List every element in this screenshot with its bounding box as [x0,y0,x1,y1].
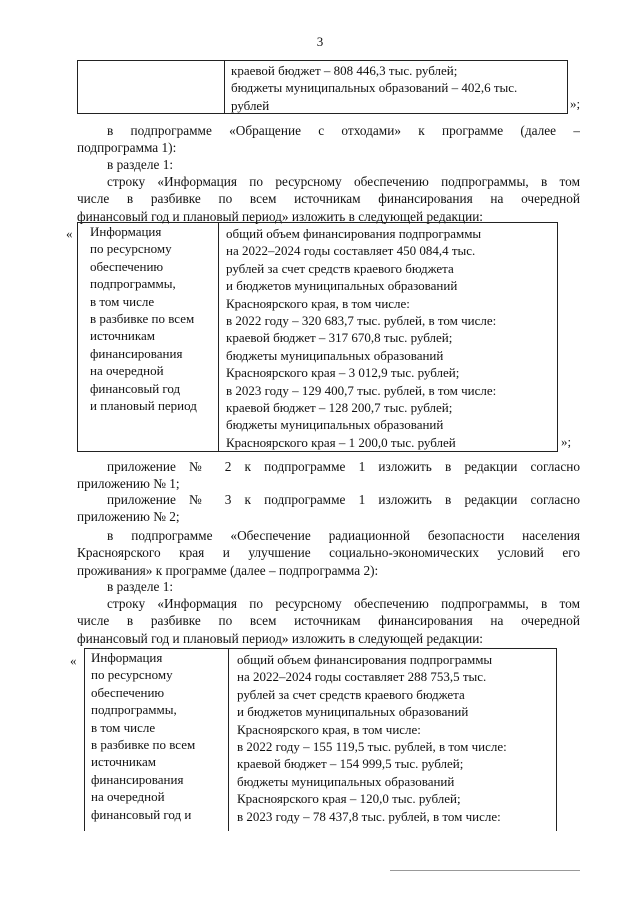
table-line: в том числе [90,293,155,309]
page-number: 3 [316,34,324,49]
table-line: на 2022–2024 годы составляет 450 084,4 тыс. [226,243,476,259]
table-line: подпрограммы, [90,276,176,292]
top-table [77,60,568,114]
table-line: Красноярского края – 120,0 тыс. рублей; [237,791,461,807]
table-line: бюджеты муниципальных образований – 402,6 тыс. [231,80,518,96]
text-line: финансовый год и плановый период» изложить в следующей редакции: [77,630,484,646]
table-line: краевой бюджет – 128 200,7 тыс. рублей; [226,400,453,416]
top-table-right-cell [231,62,517,114]
text-line: подпрограмма 1): [77,140,177,156]
text-line: приложение № 3 к подпрограмме 1 изложить в редакции согласно [107,492,580,507]
table1-left-cell [78,223,219,451]
table-line: источникам [91,754,156,770]
table-line: на очередной [91,789,165,805]
closing-quote: »; [570,96,581,111]
text-line: в подпрограмме «Обеспечение радиационной безопасности населения [107,528,580,543]
table-line: и бюджетов муниципальных образований [226,278,458,294]
table-line: рублей за счет средств краевого бюджета [226,260,454,276]
paragraph-appendix-3 [77,491,580,526]
table2-right-cell [237,651,507,825]
opening-quote: « [66,226,73,241]
table-line: по ресурсному [91,667,173,683]
table-line: по ресурсному [90,241,172,257]
table-line: подпрограммы, [91,702,177,718]
table-line: рублей [231,97,270,113]
table-line: Красноярского края – 1 200,0 тыс. рублей [226,434,456,450]
text-line: приложение № 2 к подпрограмме 1 изложить в редакции согласно [107,459,580,474]
table-line: бюджеты муниципальных образований [237,773,455,789]
table-line: бюджеты муниципальных образований [226,417,444,433]
table-line: Красноярского края, в том числе: [226,295,410,311]
text-line: строку «Информация по ресурсному обеспечению подпрограммы, в том [107,596,580,611]
paragraph-subprogram-2 [77,527,580,579]
paragraph-section-1 [77,156,580,173]
paragraph-row-info-2 [77,595,580,647]
text-line: проживания» к программе (далее – подпрограмма 2): [77,562,379,578]
footer-divider [390,870,580,871]
table-line: в 2023 году – 129 400,7 тыс. рублей, в том числе: [226,382,497,398]
table-line: краевой бюджет – 808 446,3 тыс. рублей; [231,63,458,78]
text-line: в разделе 1: [107,157,174,172]
table-line: общий объем финансирования подпрограммы [237,652,493,667]
table-line: в разбивке по всем [91,737,196,753]
resource-table-1 [77,222,558,452]
table-line: в 2023 году – 78 437,8 тыс. рублей, в том числе: [237,808,501,824]
text-line: финансовый год и плановый период» изложить в следующей редакции: [77,208,484,224]
top-table-left-cell [78,61,225,113]
table-line: обеспечению [90,258,164,274]
table-line: Красноярского края – 3 012,9 тыс. рублей; [226,365,460,381]
text-line: числе в разбивке по всем источникам финансирования на очередной [77,191,580,207]
table-line: источникам [90,328,155,344]
table-line: обеспечению [91,684,165,700]
table-line: краевой бюджет – 154 999,5 тыс. рублей; [237,756,464,772]
table-line: Информация [91,650,163,665]
paragraph-appendix-2 [77,458,580,493]
text-line: числе в разбивке по всем источникам финансирования на очередной [77,613,580,629]
text-line: в разделе 1: [107,579,174,594]
paragraph-row-info-1 [77,173,580,225]
table-line: и бюджетов муниципальных образований [237,704,469,720]
table-line: рублей за счет средств краевого бюджета [237,686,465,702]
text-line: приложению № 2; [77,509,180,525]
table-line: в разбивке по всем [90,311,195,327]
table-line: финансирования [91,771,184,787]
table-line: на очередной [90,363,164,379]
closing-quote: »; [561,434,572,449]
resource-table-2 [84,648,557,831]
table-line: финансирования [90,345,183,361]
table-line: финансовый год и [91,806,192,822]
table-line: бюджеты муниципальных образований [226,347,444,363]
text-line: в подпрограмме «Обращение с отходами» к программе (далее – [107,123,580,138]
table-line: в 2022 году – 320 683,7 тыс. рублей, в том числе: [226,313,497,329]
table2-left-cell [85,649,229,831]
paragraph-subprogram-1 [77,122,580,157]
table-line: финансовый год [90,380,181,396]
text-line: строку «Информация по ресурсному обеспечению подпрограммы, в том [107,174,580,189]
text-line: Красноярского края и улучшение социально-экономических условий его [77,545,580,561]
table-line: Информация [90,224,162,239]
table1-right-cell [226,225,496,451]
table-line: в том числе [91,719,156,735]
opening-quote: « [70,653,77,668]
table-line: и плановый период [90,398,197,414]
text-line: приложению № 1; [77,476,180,492]
table-line: в 2022 году – 155 119,5 тыс. рублей, в том числе: [237,739,507,755]
table-line: Красноярского края, в том числе: [237,721,421,737]
paragraph-section-1b [77,578,580,595]
table-line: на 2022–2024 годы составляет 288 753,5 тыс. [237,669,487,685]
table-line: общий объем финансирования подпрограммы [226,226,482,241]
table-line: краевой бюджет – 317 670,8 тыс. рублей; [226,330,453,346]
